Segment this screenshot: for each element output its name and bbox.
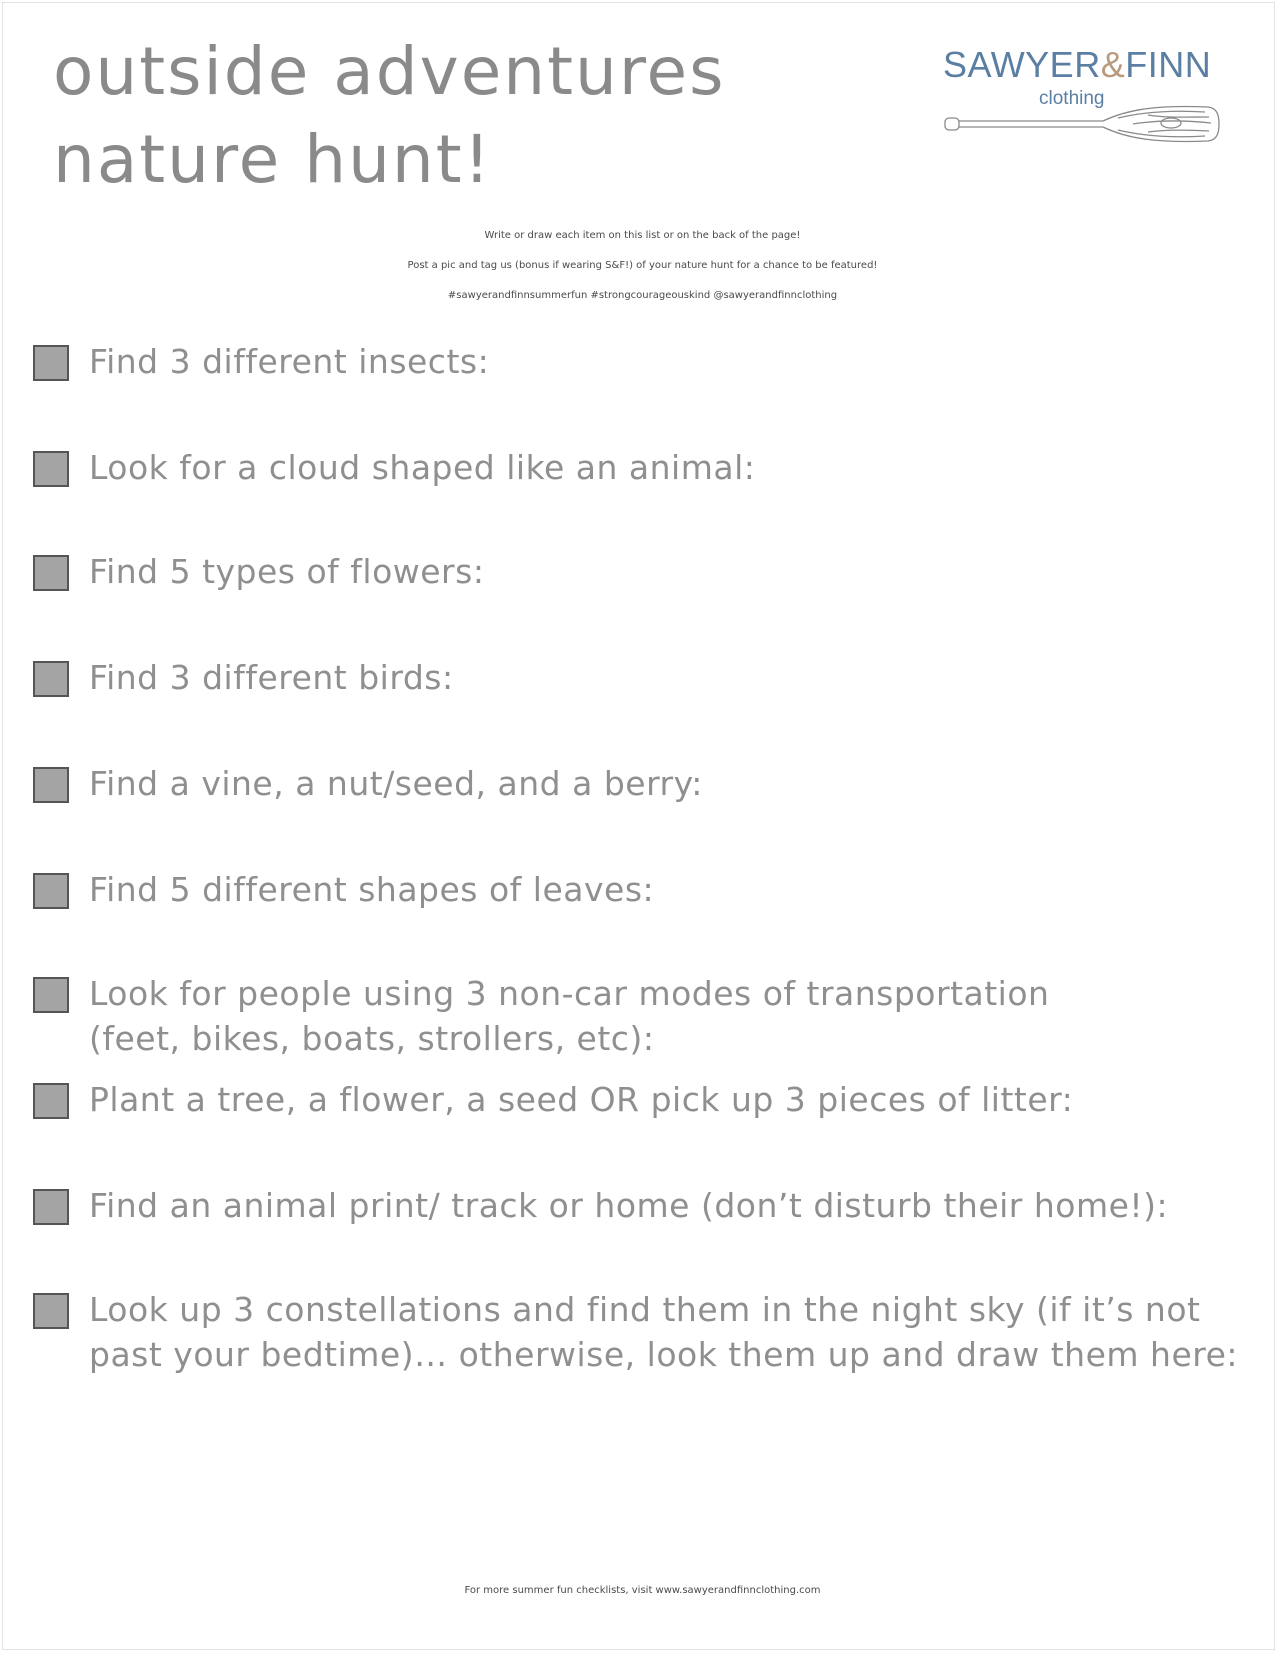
checkbox[interactable] <box>33 661 69 697</box>
page-title-line-1: outside adventures <box>53 33 726 110</box>
checkbox[interactable] <box>33 1189 69 1225</box>
instructions-line-2: Post a pic and tag us (bonus if wearing S&F!) of your nature hunt for a chance to be featured! <box>407 260 878 271</box>
logo-name-part-1: SAWYER <box>943 44 1101 85</box>
hashtags-line: #sawyerandfinnsummerfun #strongcourageouskind @sawyerandfinnclothing <box>447 290 838 301</box>
checklist-item-label <box>89 761 703 806</box>
checkbox[interactable] <box>33 767 69 803</box>
checkbox[interactable] <box>33 555 69 591</box>
checklist-item-text-line: Find 5 different shapes of leaves: <box>89 870 655 909</box>
footer-link-text: For more summer fun checklists, visit www.sawyerandfinnclothing.com <box>464 1585 821 1596</box>
checklist-item-label <box>89 1077 1073 1122</box>
checklist-item-text-line: Look for people using 3 non-car modes of transportation <box>89 974 1050 1013</box>
checklist-item-text-line: Plant a tree, a flower, a seed OR pick up 3 pieces of litter: <box>89 1080 1074 1119</box>
checklist-item-label <box>89 1183 1168 1228</box>
checklist-item-text-line: past your bedtime)… otherwise, look them up and draw them here: <box>89 1335 1239 1374</box>
checklist-item-text-line: Find 3 different insects: <box>89 342 490 381</box>
checklist-item-label <box>89 445 755 490</box>
checkbox[interactable] <box>33 451 69 487</box>
checklist-item-text-line: Find an animal print/ track or home (don’t disturb their home!): <box>89 1186 1169 1225</box>
checkbox[interactable] <box>33 1293 69 1329</box>
checkbox[interactable] <box>33 873 69 909</box>
checklist-item-label <box>89 971 1049 1061</box>
page-frame <box>2 2 1275 1650</box>
checklist-item-label <box>89 339 489 384</box>
checkbox[interactable] <box>33 345 69 381</box>
checklist-item-label <box>89 867 654 912</box>
brand-logo <box>943 44 1223 157</box>
checklist-item-label <box>89 655 454 700</box>
checkbox[interactable] <box>33 977 69 1013</box>
logo-name-part-2: FINN <box>1125 44 1212 85</box>
checkbox[interactable] <box>33 1083 69 1119</box>
logo-wordmark <box>943 44 1212 85</box>
checklist-item-text-line: Find 5 types of flowers: <box>89 552 485 591</box>
instructions-line-1: Write or draw each item on this list or on the back of the page! <box>484 230 801 241</box>
checklist-item-label <box>89 549 484 594</box>
checklist-item-text-line: Find a vine, a nut/seed, and a berry: <box>89 764 703 803</box>
oar-icon <box>943 101 1223 151</box>
checklist-item-text-line: Look up 3 constellations and find them in the night sky (if it’s not <box>89 1290 1201 1329</box>
logo-ampersand: & <box>1100 44 1126 85</box>
checklist-item-text-line: Find 3 different birds: <box>89 658 454 697</box>
checklist-item-text-line: Look for a cloud shaped like an animal: <box>89 448 756 487</box>
checklist-item-text-line: (feet, bikes, boats, strollers, etc): <box>89 1019 655 1058</box>
instructions <box>3 221 1279 311</box>
checklist-item-label <box>89 1287 1238 1377</box>
logo-subtitle: clothing <box>1039 88 1105 109</box>
page-title-line-2: nature hunt! <box>53 121 493 198</box>
